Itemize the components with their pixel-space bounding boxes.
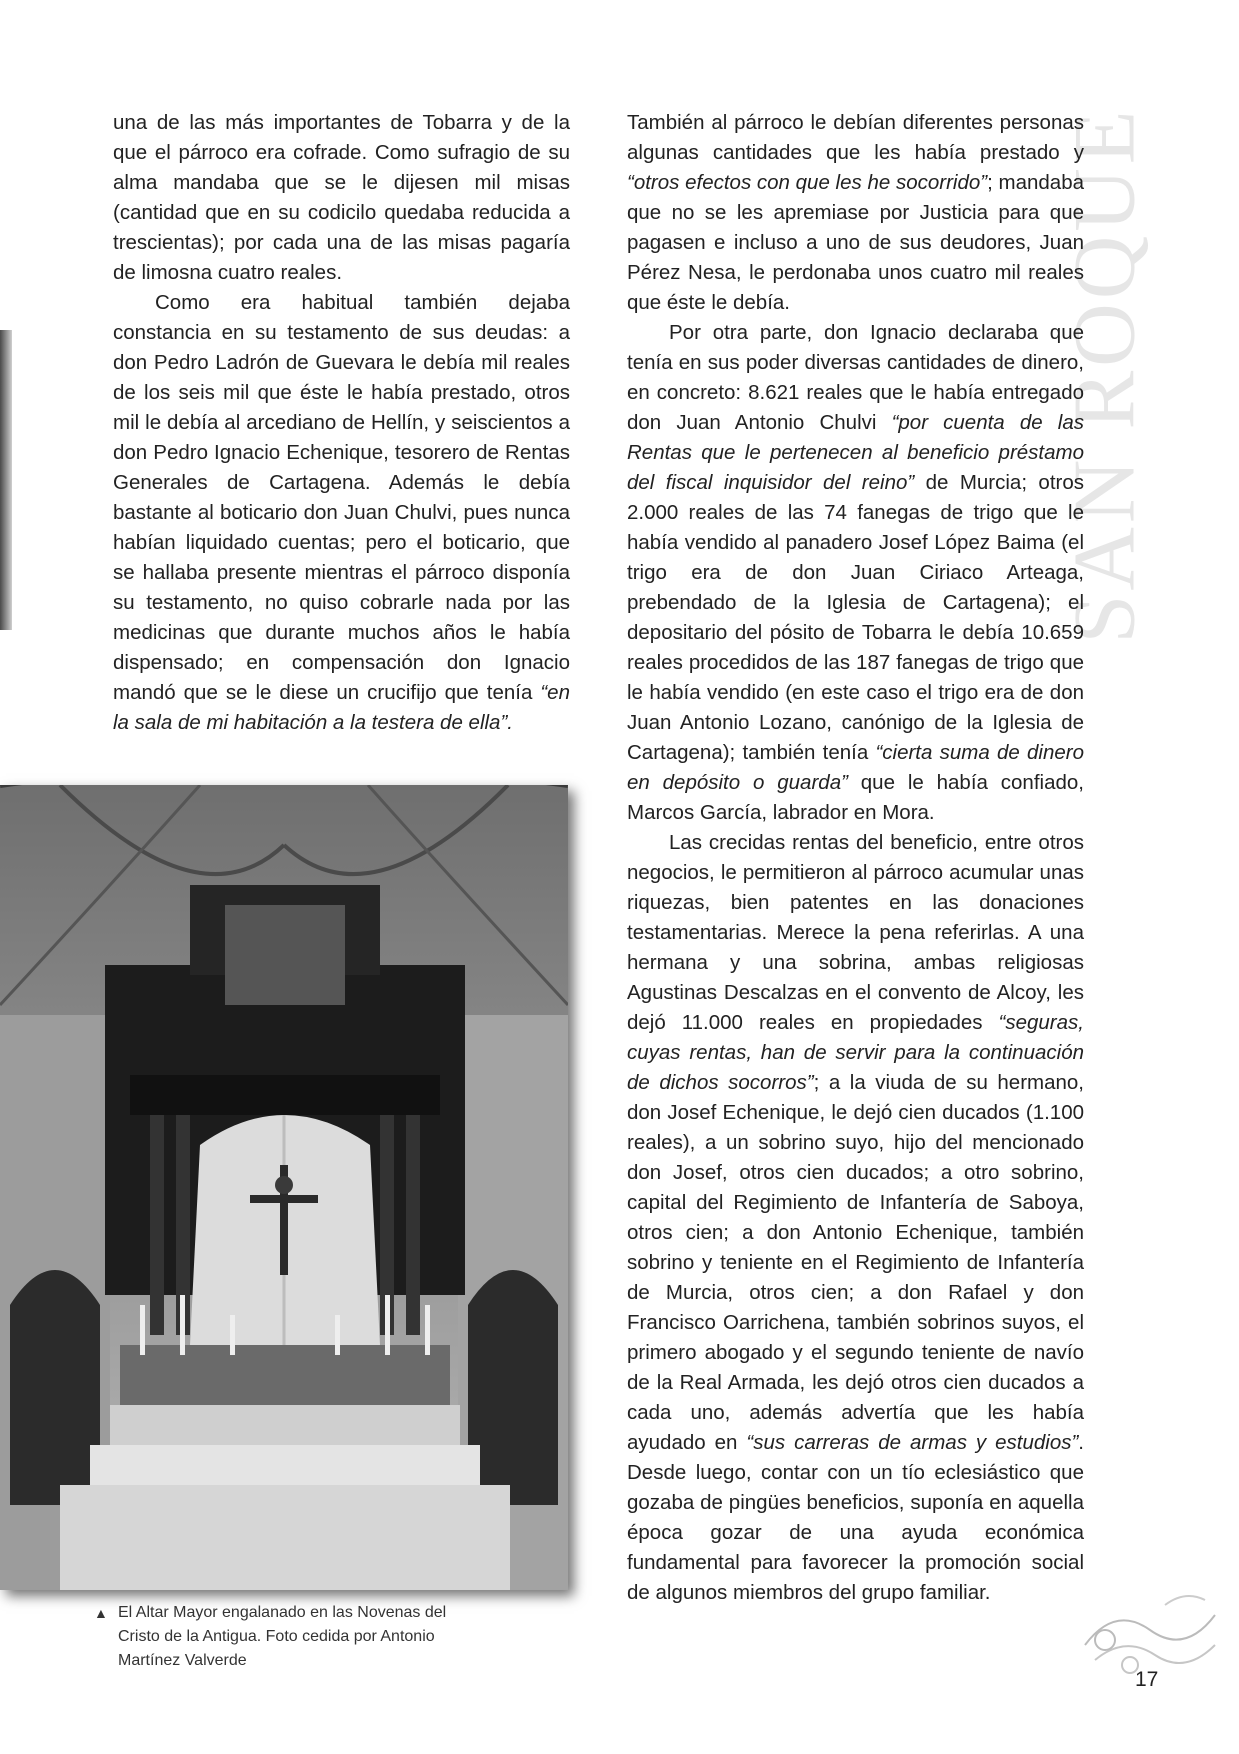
paragraph-text: También al párroco le debían diferentes personas algunas cantidades que les había prestado y xyxy=(627,111,1084,164)
caption-text: El Altar Mayor engalanado en las Novenas del Cristo de la Antigua. Foto cedida por Antonio Martínez Valverde xyxy=(118,1604,447,1669)
paragraph-text: ; a la viuda de su hermano, don Josef Echenique, le dejó cien ducados (1.100 reales), a un sobrino suyo, hijo del mencionado don Josef, otros cien ducados; a otro sobrino, capital del Regimiento de Infantería de Saboya, otros cien; a don Antonio Echenique, también sobrino y teniente en el Regimiento de Infantería de Murcia, otros cien; a don Rafael y don Francisco Oarrichena, también sobrinos suyos, el primero abogado y el segundo teniente de navío de la Real Armada, les dejó otros cien ducados a cada uno, además advertía que les había ayudado en xyxy=(627,1071,1084,1454)
page-number: 17 xyxy=(1135,1668,1159,1691)
altar-photo-illustration xyxy=(0,785,568,1590)
paragraph xyxy=(627,828,1084,1608)
paragraph-text: de Murcia; otros 2.000 reales de las 74 fanegas de trigo que le había vendido al panadero Josef López Baima (el trigo era de don Juan Ciriaco Arteaga, prebendado de la Iglesia de Cartagena); el depositario del pósito de Tobarra le debía 10.659 reales procedidos de las 187 fanegas de trigo que le había vendido (en este caso el trigo era de don Juan Antonio Lozano, canónigo de la Iglesia de Cartagena); también tenía xyxy=(627,471,1085,764)
paragraph-text: ; mandaba que no se les apremiase por Justicia para que pagasen e incluso a uno de sus deudores, Juan Pérez Nesa, le perdonaba unos cuatro mil reales que éste le debía. xyxy=(627,171,1085,314)
paragraph-text: Las crecidas rentas del beneficio, entre otros negocios, le permitieron al párroco acumular unas riquezas, bien patentes en las donaciones testamentarias. Merece la pena referirlas. A una hermana y una sobrina, ambas religiosas Agustinas Descalzas en el convento de Alcoy, les dejó 11.000 reales en propiedades xyxy=(627,831,1084,1034)
paragraph-text: . Desde luego, contar con un tío eclesiástico que gozaba de pingües beneficios, suponía en aquella época gozar de una ayuda económica fundamental para favorecer la promoción social de algunos miembros del grupo familiar. xyxy=(627,1431,1084,1604)
quote: “cierta suma de dinero en depósito o guarda” xyxy=(627,741,1084,794)
paragraph xyxy=(113,288,570,738)
quote: “sus carreras de armas y estudios” xyxy=(746,1431,1079,1454)
page-edge-marker xyxy=(0,330,12,630)
right-text-column xyxy=(627,108,1084,1608)
paragraph-text: Por otra parte, don Ignacio declaraba que tenía en sus poder diversas cantidades de dinero, en concreto: 8.621 reales que le había entregado don Juan Antonio Chulvi xyxy=(627,321,1084,434)
paragraph-text: Como era habitual también dejaba constancia en su testamento de sus deudas: a don Pedro Ladrón de Guevara le debía mil reales de los seis mil que éste le había prestado, otros mil le debía al arcediano de Hellín, y seiscientos a don Pedro Ignacio Echenique, tesorero de Rentas Generales de Cartagena. Además le debía bastante al boticario don Juan Chulvi, pues nunca habían liquidado cuentas; pero el boticario, que se hallaba presente mientras el párroco disponía su testamento, no quiso cobrarle nada por las medicinas que durante muchos años le había dispensado; en compensación don Ignacio mandó que se le diese un crucifijo que tenía xyxy=(113,291,570,704)
quote: “en la sala de mi habitación a la testera de ella”. xyxy=(113,681,570,734)
quote: “por cuenta de las Rentas que le pertenecen al beneficio préstamo del fiscal inquisidor del reino” xyxy=(627,411,1084,494)
caption-marker-icon: ▲ xyxy=(94,1605,108,1621)
photo-caption xyxy=(94,1601,478,1673)
paragraph: una de las más importantes de Tobarra y de la que el párroco era cofrade. Como sufragio de su alma mandaba que se le dijesen mil misas (cantidad que en su codicilo quedaba reducida a trescientas); por cada una de las misas pagaría de limosna cuatro reales. xyxy=(113,111,570,284)
left-text-column xyxy=(113,108,570,738)
quote: “otros efectos con que les he socorrido” xyxy=(627,171,988,194)
altar-photo xyxy=(0,785,568,1590)
paragraph xyxy=(627,318,1084,828)
paragraph xyxy=(627,108,1084,318)
quote: “seguras, cuyas rentas, han de servir para la continuación de dichos socorros” xyxy=(627,1011,1084,1094)
paragraph-text: que le había confiado, Marcos García, labrador en Mora. xyxy=(627,771,1084,824)
section-title-text: SAN ROQUE xyxy=(1056,106,1154,644)
